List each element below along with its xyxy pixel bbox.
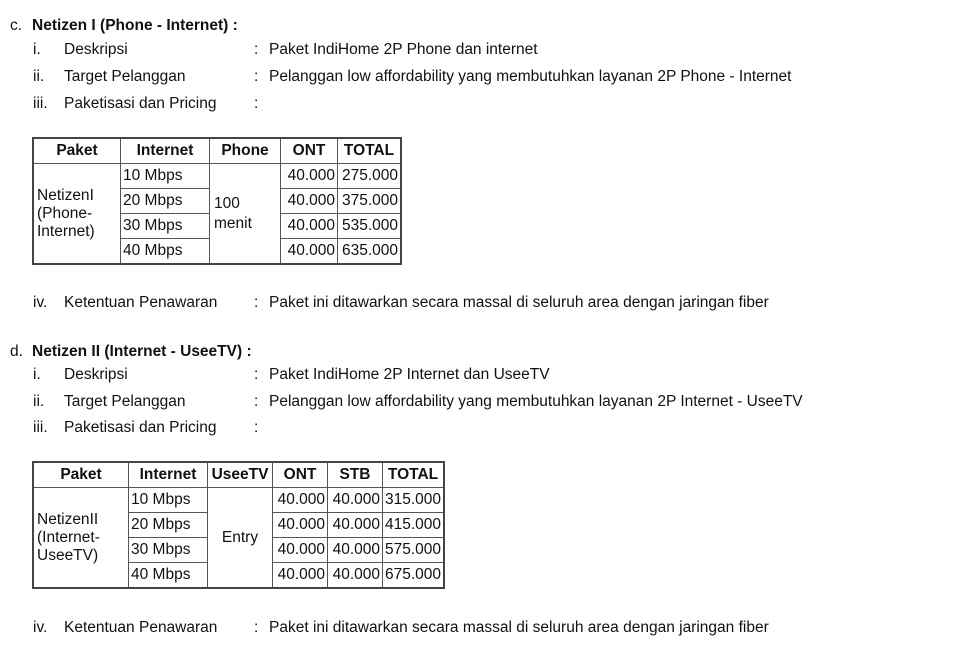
- phone-value-line: menit: [214, 214, 252, 232]
- header-internet: Internet: [129, 462, 208, 488]
- section-c-heading: Netizen I (Phone - Internet) :: [32, 17, 238, 34]
- paket-name-line: Netizen: [37, 186, 90, 204]
- item-number: iv.: [33, 294, 48, 311]
- total-cell: 415.000: [383, 513, 445, 538]
- paket-name-line: Netizen: [37, 510, 90, 528]
- header-useetv: UseeTV: [208, 462, 273, 488]
- paket-dash: -: [94, 528, 100, 546]
- item-colon: :: [254, 393, 259, 410]
- total-cell: 675.000: [383, 563, 445, 589]
- section-c-title: [10, 17, 238, 35]
- item-label: Deskripsi: [64, 366, 128, 383]
- header-ont: ONT: [273, 462, 328, 488]
- total-cell: 635.000: [338, 239, 402, 265]
- item-label: Deskripsi: [64, 41, 128, 58]
- paket-name-line: Internet): [37, 222, 95, 240]
- total-cell: 535.000: [338, 214, 402, 239]
- table-row: [33, 488, 444, 513]
- section-d-item-target: [33, 393, 803, 411]
- paket-name-line: UseeTV): [37, 546, 99, 564]
- item-label: Target Pelanggan: [64, 393, 186, 410]
- paket-name-line: (Phone: [37, 204, 87, 222]
- section-d-heading: Netizen II (Internet - UseeTV) :: [32, 343, 252, 360]
- header-total: TOTAL: [383, 462, 445, 488]
- paket-roman: II: [89, 510, 99, 528]
- internet-cell: 20 Mbps: [129, 513, 208, 538]
- stb-cell: 40.000: [328, 488, 383, 513]
- table-header-row: [33, 138, 401, 164]
- ont-cell: 40.000: [273, 513, 328, 538]
- internet-cell: 40 Mbps: [121, 239, 210, 265]
- item-value: Paket IndiHome 2P Internet dan UseeTV: [269, 366, 550, 383]
- item-value: Pelanggan low affordability yang membutuhkan layanan 2P Internet - UseeTV: [269, 393, 803, 410]
- total-cell: 375.000: [338, 189, 402, 214]
- ont-cell: 40.000: [273, 488, 328, 513]
- item-number: i.: [33, 41, 41, 58]
- netizen-1-pricing-table: [32, 137, 402, 265]
- item-number: iv.: [33, 619, 48, 636]
- section-c-item-ketentuan: [33, 294, 769, 312]
- table-header-row: [33, 462, 444, 488]
- total-cell: 275.000: [338, 164, 402, 189]
- item-value: Pelanggan low affordability yang membutuhkan layanan 2P Phone - Internet: [269, 68, 792, 85]
- section-c-letter: c.: [10, 17, 23, 34]
- item-number: iii.: [33, 95, 48, 112]
- header-total: TOTAL: [338, 138, 402, 164]
- paket-name-line: (Internet: [37, 528, 95, 546]
- item-colon: :: [254, 95, 259, 112]
- item-number: iii.: [33, 419, 48, 436]
- stb-cell: 40.000: [328, 538, 383, 563]
- phone-value-line: 100: [214, 194, 240, 212]
- section-c-item-pricing: [33, 95, 269, 113]
- netizen-2-pricing-table: [32, 461, 445, 589]
- header-paket: Paket: [33, 462, 129, 488]
- section-d-item-deskripsi: [33, 366, 550, 384]
- item-number: ii.: [33, 68, 45, 85]
- ont-cell: 40.000: [281, 239, 338, 265]
- useetv-cell: Entry: [208, 488, 273, 589]
- stb-cell: 40.000: [328, 563, 383, 589]
- paket-name-cell: [33, 164, 121, 265]
- item-number: i.: [33, 366, 41, 383]
- ont-cell: 40.000: [281, 189, 338, 214]
- paket-name-cell: [33, 488, 129, 589]
- internet-cell: 10 Mbps: [129, 488, 208, 513]
- table-row: [33, 164, 401, 189]
- header-internet: Internet: [121, 138, 210, 164]
- phone-cell: [210, 164, 281, 265]
- header-phone: Phone: [210, 138, 281, 164]
- paket-dash: -: [86, 204, 93, 222]
- internet-cell: 30 Mbps: [121, 214, 210, 239]
- item-colon: :: [254, 68, 259, 85]
- section-c-item-target: [33, 68, 791, 86]
- item-value: Paket ini ditawarkan secara massal di seluruh area dengan jaringan fiber: [269, 294, 769, 311]
- section-d-item-pricing: [33, 419, 269, 437]
- item-colon: :: [254, 419, 259, 436]
- internet-cell: 30 Mbps: [129, 538, 208, 563]
- internet-cell: 20 Mbps: [121, 189, 210, 214]
- header-ont: ONT: [281, 138, 338, 164]
- internet-cell: 40 Mbps: [129, 563, 208, 589]
- ont-cell: 40.000: [273, 563, 328, 589]
- item-colon: :: [254, 294, 259, 311]
- header-paket: Paket: [33, 138, 121, 164]
- item-colon: :: [254, 366, 259, 383]
- section-c-item-deskripsi: [33, 41, 538, 59]
- item-value: Paket ini ditawarkan secara massal di seluruh area dengan jaringan fiber: [269, 619, 769, 636]
- item-colon: :: [254, 619, 259, 636]
- item-number: ii.: [33, 393, 45, 410]
- stb-cell: 40.000: [328, 513, 383, 538]
- header-stb: STB: [328, 462, 383, 488]
- ont-cell: 40.000: [273, 538, 328, 563]
- section-d-title: [10, 343, 252, 361]
- item-label: Ketentuan Penawaran: [64, 294, 218, 311]
- total-cell: 315.000: [383, 488, 445, 513]
- paket-roman: I: [89, 186, 94, 204]
- total-cell: 575.000: [383, 538, 445, 563]
- item-label: Ketentuan Penawaran: [64, 619, 218, 636]
- ont-cell: 40.000: [281, 164, 338, 189]
- item-value: Paket IndiHome 2P Phone dan internet: [269, 41, 538, 58]
- internet-cell: 10 Mbps: [121, 164, 210, 189]
- ont-cell: 40.000: [281, 214, 338, 239]
- item-label: Paketisasi dan Pricing: [64, 419, 217, 436]
- item-label: Paketisasi dan Pricing: [64, 95, 217, 112]
- section-d-letter: d.: [10, 343, 23, 360]
- item-colon: :: [254, 41, 259, 58]
- section-d-item-ketentuan: [33, 619, 769, 637]
- item-label: Target Pelanggan: [64, 68, 186, 85]
